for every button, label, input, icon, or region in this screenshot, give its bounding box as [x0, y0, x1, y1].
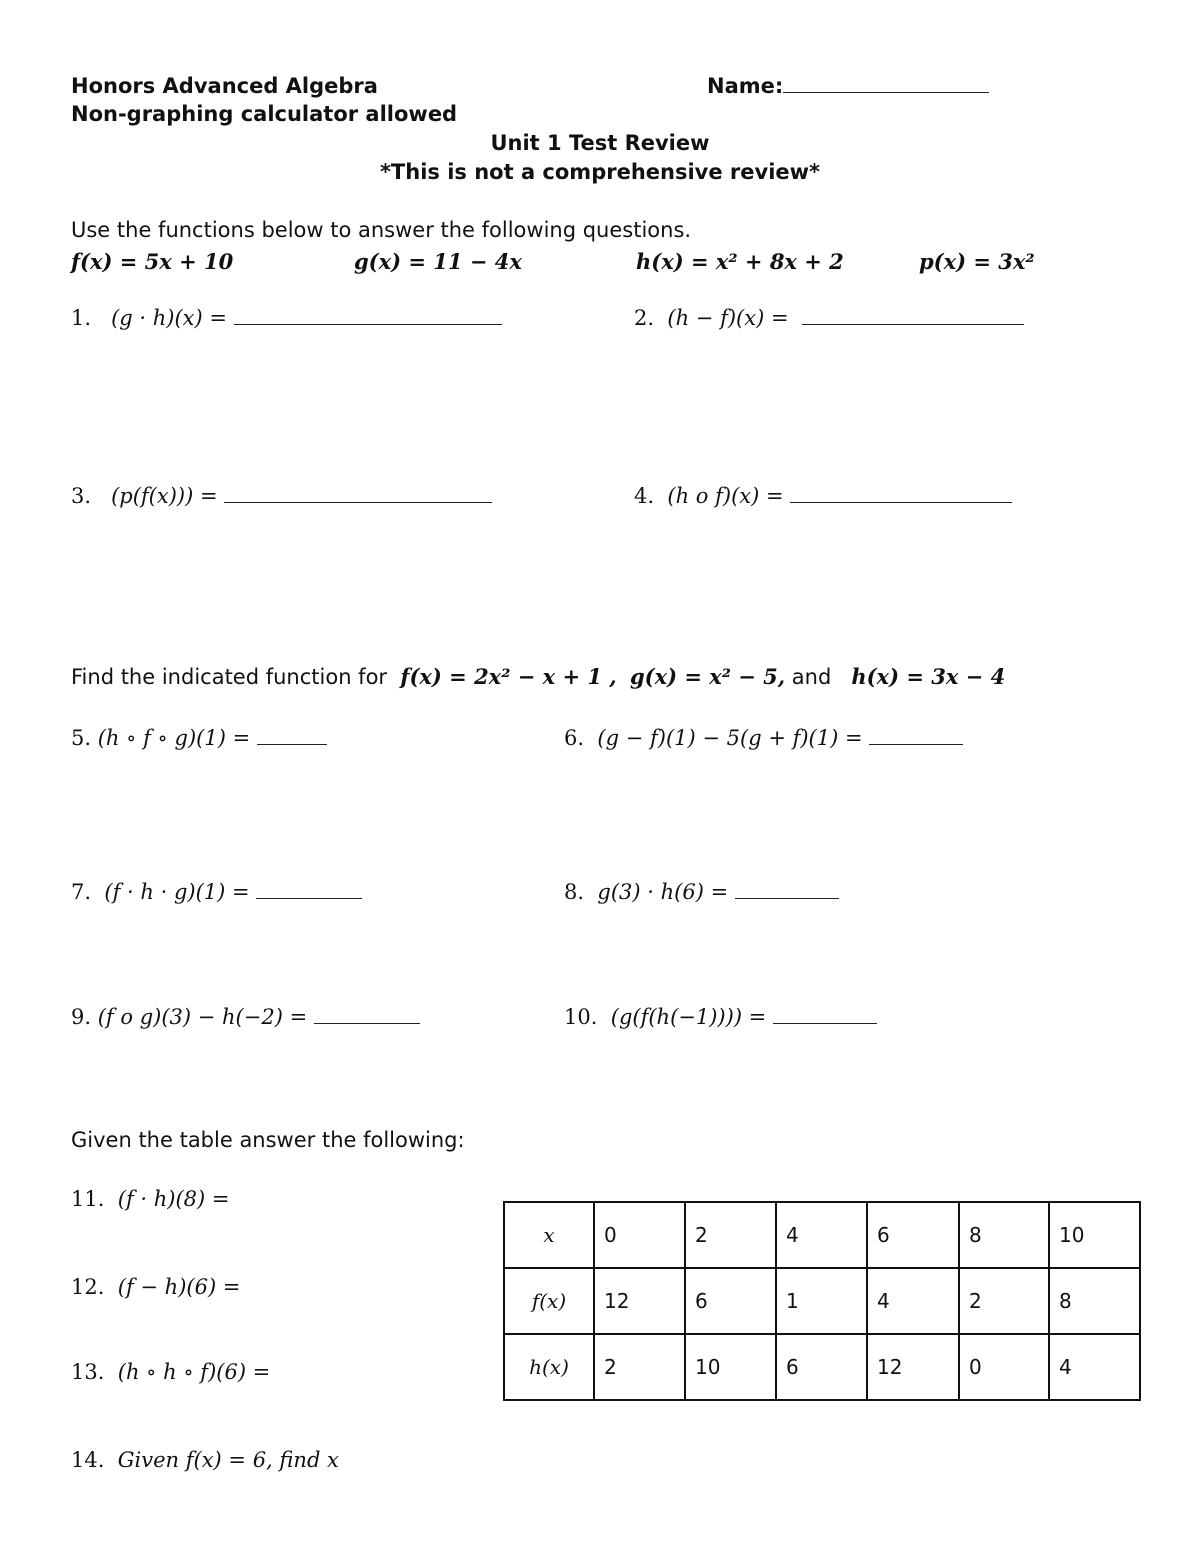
function-table [503, 1201, 1141, 1401]
problem-10: 10. (g(f(h(−1)))) = [564, 1005, 877, 1029]
table-cell: 2 [959, 1268, 1049, 1334]
function-h: h(x) = x² + 8x + 2 [636, 249, 844, 274]
answer-blank [735, 880, 839, 899]
name-blank [783, 74, 989, 93]
problem-13: 13. (h ∘ h ∘ f)(6) = [71, 1360, 271, 1384]
problem-9: 9. (f o g)(3) − h(−2) = [71, 1005, 420, 1029]
problem-14: 14. Given f(x) = 6, find x [71, 1448, 339, 1472]
table-cell: 6 [867, 1202, 959, 1268]
function-p: p(x) = 3x² [919, 249, 1035, 274]
problem-4: 4. (h o f)(x) = [634, 484, 1012, 508]
table-cell: 4 [776, 1202, 867, 1268]
table-row [504, 1334, 1140, 1400]
answer-blank [256, 880, 362, 899]
table-row [504, 1268, 1140, 1334]
answer-blank [802, 306, 1024, 325]
table-cell: 2 [685, 1202, 776, 1268]
problem-8: 8. g(3) · h(6) = [564, 880, 839, 904]
row-label: h(x) [504, 1334, 594, 1400]
calculator-note: Non-graphing calculator allowed [71, 102, 458, 126]
section2-h-def: h(x) = 3x − 4 [851, 664, 1006, 689]
name-label: Name: [707, 74, 784, 98]
table-cell: 12 [867, 1334, 959, 1400]
row-label: f(x) [504, 1268, 594, 1334]
problem-11: 11. (f · h)(8) = [71, 1187, 230, 1211]
answer-blank [869, 726, 963, 745]
table-cell: 8 [959, 1202, 1049, 1268]
table-cell: 1 [776, 1268, 867, 1334]
unit-title: Unit 1 Test Review [490, 131, 710, 155]
answer-blank [790, 484, 1012, 503]
table-cell: 4 [867, 1268, 959, 1334]
problem-6: 6. (g − f)(1) − 5(g + f)(1) = [564, 726, 963, 750]
problem-7: 7. (f · h · g)(1) = [71, 880, 362, 904]
table-row [504, 1202, 1140, 1268]
function-f: f(x) = 5x + 10 [71, 249, 234, 274]
course-title: Honors Advanced Algebra [71, 74, 378, 98]
name-field [707, 74, 989, 98]
answer-blank [224, 484, 492, 503]
table-cell: 6 [776, 1334, 867, 1400]
section1-instruction: Use the functions below to answer the following questions. [71, 218, 692, 242]
section2-instruction: Find the indicated function for f(x) = 2x² − x + 1 , g(x) = x² − 5, and h(x) = 3x − 4 [71, 664, 1006, 689]
table-cell: 4 [1049, 1334, 1140, 1400]
answer-blank [257, 726, 327, 745]
problem-12: 12. (f − h)(6) = [71, 1275, 241, 1299]
problem-2: 2. (h − f)(x) = [634, 306, 1024, 330]
table-cell: 12 [594, 1268, 685, 1334]
function-g: g(x) = 11 − 4x [354, 249, 522, 274]
section2-f-def: f(x) = 2x² − x + 1 , [400, 664, 617, 689]
answer-blank [773, 1005, 877, 1024]
table-cell: 0 [959, 1334, 1049, 1400]
answer-blank [234, 306, 502, 325]
section3-instruction: Given the table answer the following: [71, 1128, 465, 1152]
table-cell: 10 [685, 1334, 776, 1400]
table-cell: 6 [685, 1268, 776, 1334]
table-cell: 0 [594, 1202, 685, 1268]
table-cell: 2 [594, 1334, 685, 1400]
table-cell: 10 [1049, 1202, 1140, 1268]
table-cell: 8 [1049, 1268, 1140, 1334]
review-disclaimer: *This is not a comprehensive review* [379, 160, 821, 184]
problem-3: 3. (p(f(x))) = [71, 484, 492, 508]
row-label: x [504, 1202, 594, 1268]
problem-5: 5. (h ∘ f ∘ g)(1) = [71, 726, 327, 750]
answer-blank [314, 1005, 420, 1024]
problem-1: 1. (g · h)(x) = [71, 306, 502, 330]
section2-g-def: g(x) = x² − 5, [629, 664, 786, 689]
